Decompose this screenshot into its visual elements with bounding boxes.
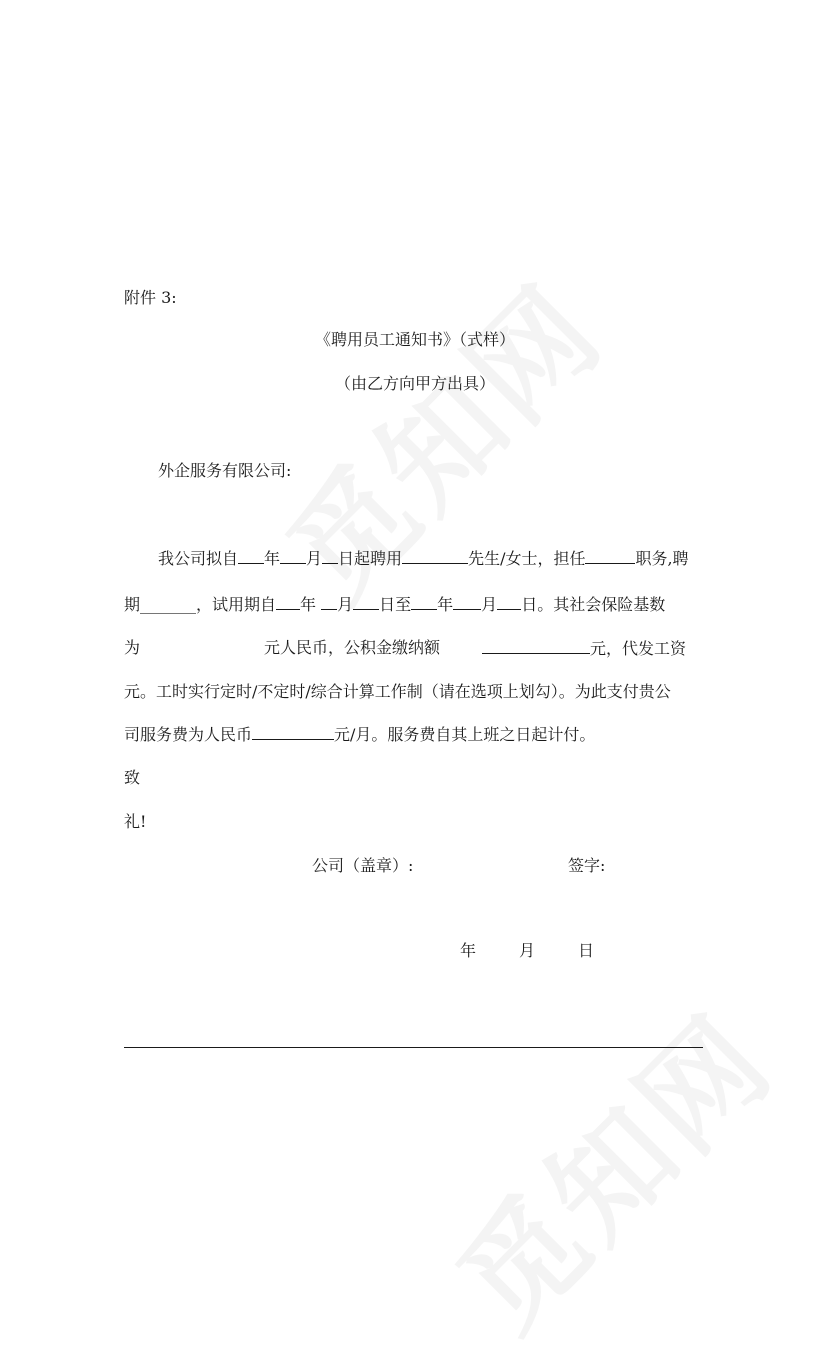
body-line-1 bbox=[158, 547, 689, 570]
sign-label: 签字: bbox=[568, 856, 606, 875]
body-line-3-end bbox=[482, 637, 686, 660]
line1-text-b: 年 bbox=[264, 549, 281, 568]
blank-field bbox=[280, 547, 306, 564]
line3-text-a: 为 bbox=[124, 638, 141, 657]
date-year: 年 bbox=[460, 941, 477, 960]
blank-field bbox=[453, 593, 481, 610]
line3-text-c: 元，代发工资 bbox=[590, 639, 687, 658]
blank-field bbox=[411, 593, 437, 610]
line2-text-e: 年 bbox=[437, 595, 454, 614]
line1-text-e: 先生/女士，担任 bbox=[468, 549, 586, 568]
salutation: 外企服务有限公司: bbox=[158, 461, 292, 480]
blank-field bbox=[585, 547, 635, 564]
blank-field bbox=[402, 547, 468, 564]
blank-field bbox=[321, 593, 337, 610]
closing-li: 礼! bbox=[124, 812, 147, 831]
body-line-5 bbox=[124, 723, 595, 746]
line2-text-b: 年 bbox=[300, 595, 317, 614]
document-subtitle: （由乙方向甲方出具） bbox=[334, 374, 495, 393]
body-line-4: 元。工时实行定时/不定时/综合计算工作制（请在选项上划勾）。为此支付贵公 bbox=[124, 682, 671, 701]
watermark bbox=[415, 972, 804, 1360]
line1-text-c: 月 bbox=[306, 549, 323, 568]
company-seal-label: 公司（盖章）: bbox=[312, 856, 414, 875]
date-month: 月 bbox=[519, 941, 536, 960]
line2-text-d: 日至 bbox=[379, 595, 412, 614]
blank-field bbox=[252, 723, 334, 740]
line2-text-g: 日。其社会保险基数 bbox=[521, 595, 666, 614]
line2-text-f: 月 bbox=[481, 595, 498, 614]
blank-field bbox=[322, 547, 338, 564]
line2-text-c: 月 bbox=[337, 595, 354, 614]
blank-field bbox=[238, 547, 264, 564]
closing-zhi: 致 bbox=[124, 768, 141, 787]
blank-field bbox=[276, 593, 300, 610]
blank-field bbox=[497, 593, 521, 610]
line1-text-a: 我公司拟自 bbox=[158, 549, 239, 568]
bottom-divider bbox=[124, 1047, 703, 1048]
line5-text-a: 司服务费为人民币 bbox=[124, 725, 253, 744]
body-line-2 bbox=[124, 593, 665, 616]
line1-text-d: 日起聘用 bbox=[338, 549, 403, 568]
date-day: 日 bbox=[578, 941, 595, 960]
attachment-label: 附件 3: bbox=[124, 288, 177, 307]
line1-text-f: 职务,聘 bbox=[635, 549, 689, 568]
line5-text-b: 元/月。服务费自其上班之日起计付。 bbox=[334, 725, 596, 744]
document-title: 《聘用员工通知书》（式样） bbox=[314, 330, 515, 349]
watermark bbox=[245, 242, 634, 631]
line3-text-b: 元人民币，公积金缴纳额 bbox=[264, 638, 441, 657]
blank-field bbox=[482, 637, 590, 654]
line2-text-a: 期_______，试用期自 bbox=[124, 595, 277, 614]
blank-field bbox=[353, 593, 379, 610]
